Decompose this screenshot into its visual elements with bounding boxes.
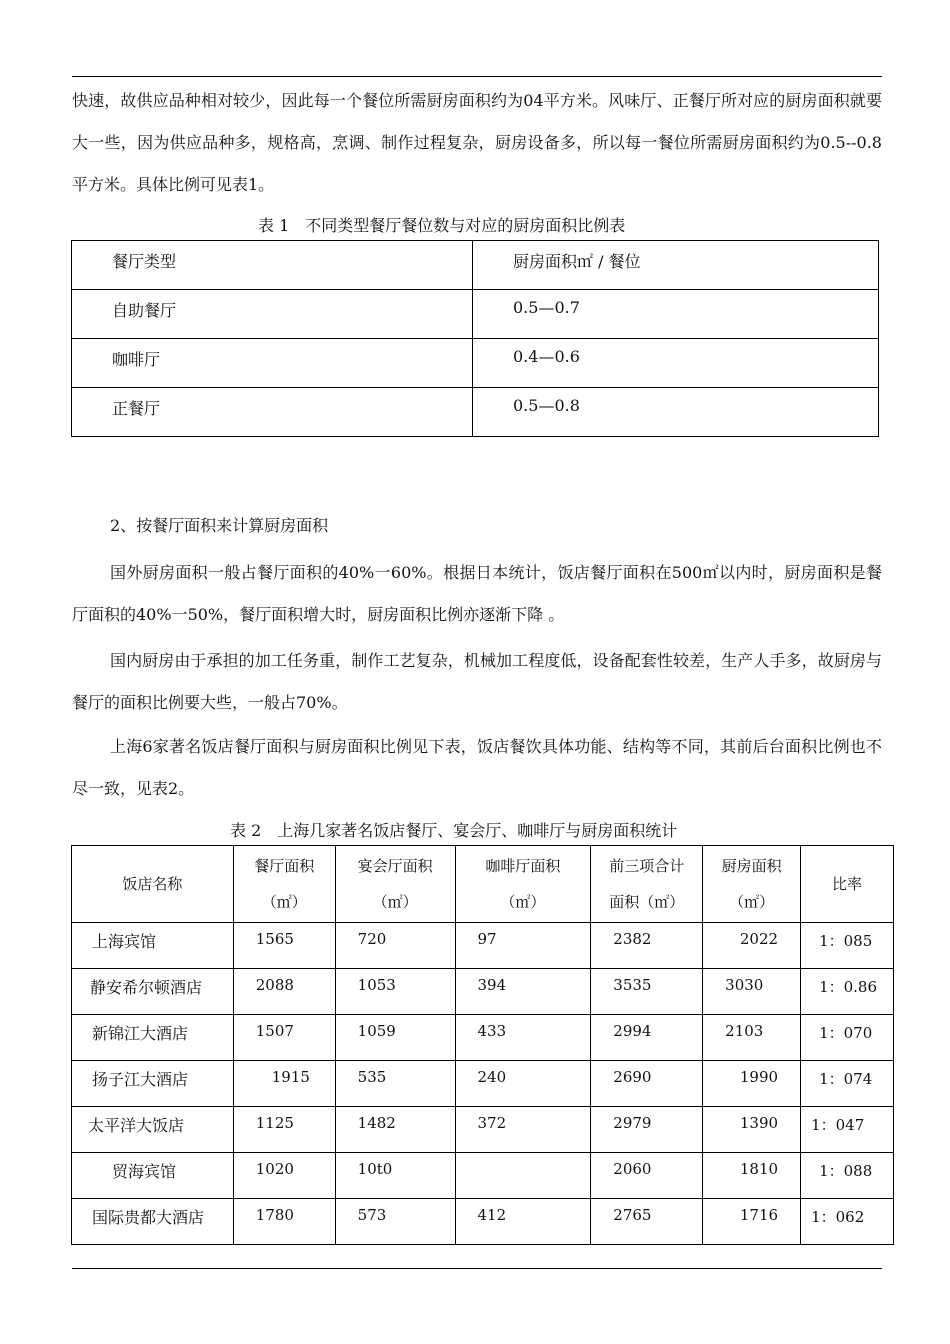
table2-cell: 1915 — [233, 1061, 335, 1107]
hotel-name-cell: 新锦江大酒店 — [72, 1015, 234, 1061]
paragraph-shanghai-hotels: 上海6家著名饭店餐厅面积与厨房面积比例见下表，饭店餐饮具体功能、结构等不同，其前后台面积比例也不尽一致，见表2。 — [72, 737, 882, 798]
table1 — [71, 240, 879, 437]
hotel-name-cell: 太平洋大饭店 — [72, 1107, 234, 1153]
table2-header-cafe: 咖啡厅面积 （㎡） — [455, 846, 591, 923]
table2-cell: 535 — [335, 1061, 455, 1107]
table2-cell: 3030 — [703, 969, 801, 1015]
table2-header-total: 前三项合计 面积（㎡） — [591, 846, 703, 923]
table2-header-ratio: 比率 — [801, 846, 894, 923]
table2-cell: 2088 — [233, 969, 335, 1015]
ratio-cell: 1：088 — [801, 1153, 894, 1199]
table2-cell: 1780 — [233, 1199, 335, 1245]
table-row — [72, 1061, 894, 1107]
table2-cell: 2060 — [591, 1153, 703, 1199]
ratio-cell: 1：074 — [801, 1061, 894, 1107]
paragraph-foreign-ratio: 国外厨房面积一般占餐厅面积的40%一60%。根据日本统计，饭店餐厅面积在500㎡以内时，厨房面积是餐厅面积的40%一50%，餐厅面积增大时，厨房面积比例亦逐渐下降 。 — [72, 563, 882, 624]
table2-cell: 1482 — [335, 1107, 455, 1153]
ratio-cell: 1：085 — [801, 923, 894, 969]
table2-header-dining: 餐厅面积 （㎡） — [233, 846, 335, 923]
paragraph-domestic-ratio: 国内厨房由于承担的加工任务重，制作工艺复杂，机械加工程度低，设备配套性较差，生产人手多，故厨房与餐厅的面积比例要大些，一般占70%。 — [72, 651, 882, 712]
footer-rule — [72, 1268, 882, 1269]
ratio-cell: 1：047 — [801, 1107, 894, 1153]
table2-cell: 1020 — [233, 1153, 335, 1199]
table1-cell: 自助餐厅 — [72, 290, 473, 339]
table2-header-banquet: 宴会厅面积 （㎡） — [335, 846, 455, 923]
table-row — [72, 1199, 894, 1245]
table2-caption: 表 2 上海几家著名饭店餐厅、宴会厅、咖啡厅与厨房面积统计 — [230, 821, 678, 840]
table2-cell: 1125 — [233, 1107, 335, 1153]
table1-cell: 正餐厅 — [72, 388, 473, 437]
section-heading: 2、按餐厅面积来计算厨房面积 — [110, 516, 329, 535]
table2-header-kitchen: 厨房面积 （㎡） — [703, 846, 801, 923]
table1-cell: 0.4—0.6 — [473, 339, 879, 388]
table1-header-type: 餐厅类型 — [72, 241, 473, 290]
table-row — [72, 388, 879, 437]
table2-cell: 372 — [455, 1107, 591, 1153]
table2-cell: 1053 — [335, 969, 455, 1015]
ratio-cell: 1：070 — [801, 1015, 894, 1061]
table-row — [72, 1107, 894, 1153]
table1-header-area: 厨房面积㎡ / 餐位 — [473, 241, 879, 290]
hotel-name-cell: 静安希尔顿酒店 — [72, 969, 234, 1015]
intro-paragraph: 快速，故供应品种相对较少，因此每一个餐位所需厨房面积约为04平方米。风味厅、正餐厅所对应的厨房面积就要大一些，因为供应品种多，规格高，烹调、制作过程复杂，厨房设备多，所以每一餐位所需厨房面积约为0.5--0.8平方米。具体比例可见表1。 — [72, 91, 882, 194]
table1-caption: 表 1 不同类型餐厅餐位数与对应的厨房面积比例表 — [258, 216, 626, 235]
table2-header-hotel: 饭店名称 — [72, 846, 234, 923]
table2-cell: 10t0 — [335, 1153, 455, 1199]
table-row — [72, 969, 894, 1015]
table2-cell: 2382 — [591, 923, 703, 969]
table2-cell — [455, 1153, 591, 1199]
table2-cell: 1507 — [233, 1015, 335, 1061]
table2-cell: 2690 — [591, 1061, 703, 1107]
table2-cell: 573 — [335, 1199, 455, 1245]
table2-cell: 3535 — [591, 969, 703, 1015]
table2-cell: 1565 — [233, 923, 335, 969]
hotel-name-cell: 国际贵都大酒店 — [72, 1199, 234, 1245]
header-rule — [72, 76, 882, 77]
table2-cell: 2979 — [591, 1107, 703, 1153]
ratio-cell: 1：062 — [801, 1199, 894, 1245]
ratio-cell: 1：0.86 — [801, 969, 894, 1015]
table1-cell: 咖啡厅 — [72, 339, 473, 388]
table2-cell: 2994 — [591, 1015, 703, 1061]
table2-header-row — [72, 846, 894, 923]
table2-cell: 433 — [455, 1015, 591, 1061]
table-row — [72, 1015, 894, 1061]
table-row — [72, 923, 894, 969]
table2-cell: 2022 — [703, 923, 801, 969]
table2 — [71, 845, 894, 1245]
table2-cell: 2765 — [591, 1199, 703, 1245]
table1-cell: 0.5—0.8 — [473, 388, 879, 437]
table-row — [72, 290, 879, 339]
table2-cell: 2103 — [703, 1015, 801, 1061]
table2-cell: 1810 — [703, 1153, 801, 1199]
table2-cell: 1059 — [335, 1015, 455, 1061]
table2-cell: 1390 — [703, 1107, 801, 1153]
hotel-name-cell: 扬子江大酒店 — [72, 1061, 234, 1107]
table2-cell: 720 — [335, 923, 455, 969]
table1-header-row — [72, 241, 879, 290]
table-row — [72, 1153, 894, 1199]
table2-cell: 97 — [455, 923, 591, 969]
table2-cell: 1716 — [703, 1199, 801, 1245]
table2-cell: 240 — [455, 1061, 591, 1107]
table-row — [72, 339, 879, 388]
table2-cell: 394 — [455, 969, 591, 1015]
hotel-name-cell: 贸海宾馆 — [72, 1153, 234, 1199]
table2-cell: 1990 — [703, 1061, 801, 1107]
hotel-name-cell: 上海宾馆 — [72, 923, 234, 969]
table2-cell: 412 — [455, 1199, 591, 1245]
table1-cell: 0.5—0.7 — [473, 290, 879, 339]
